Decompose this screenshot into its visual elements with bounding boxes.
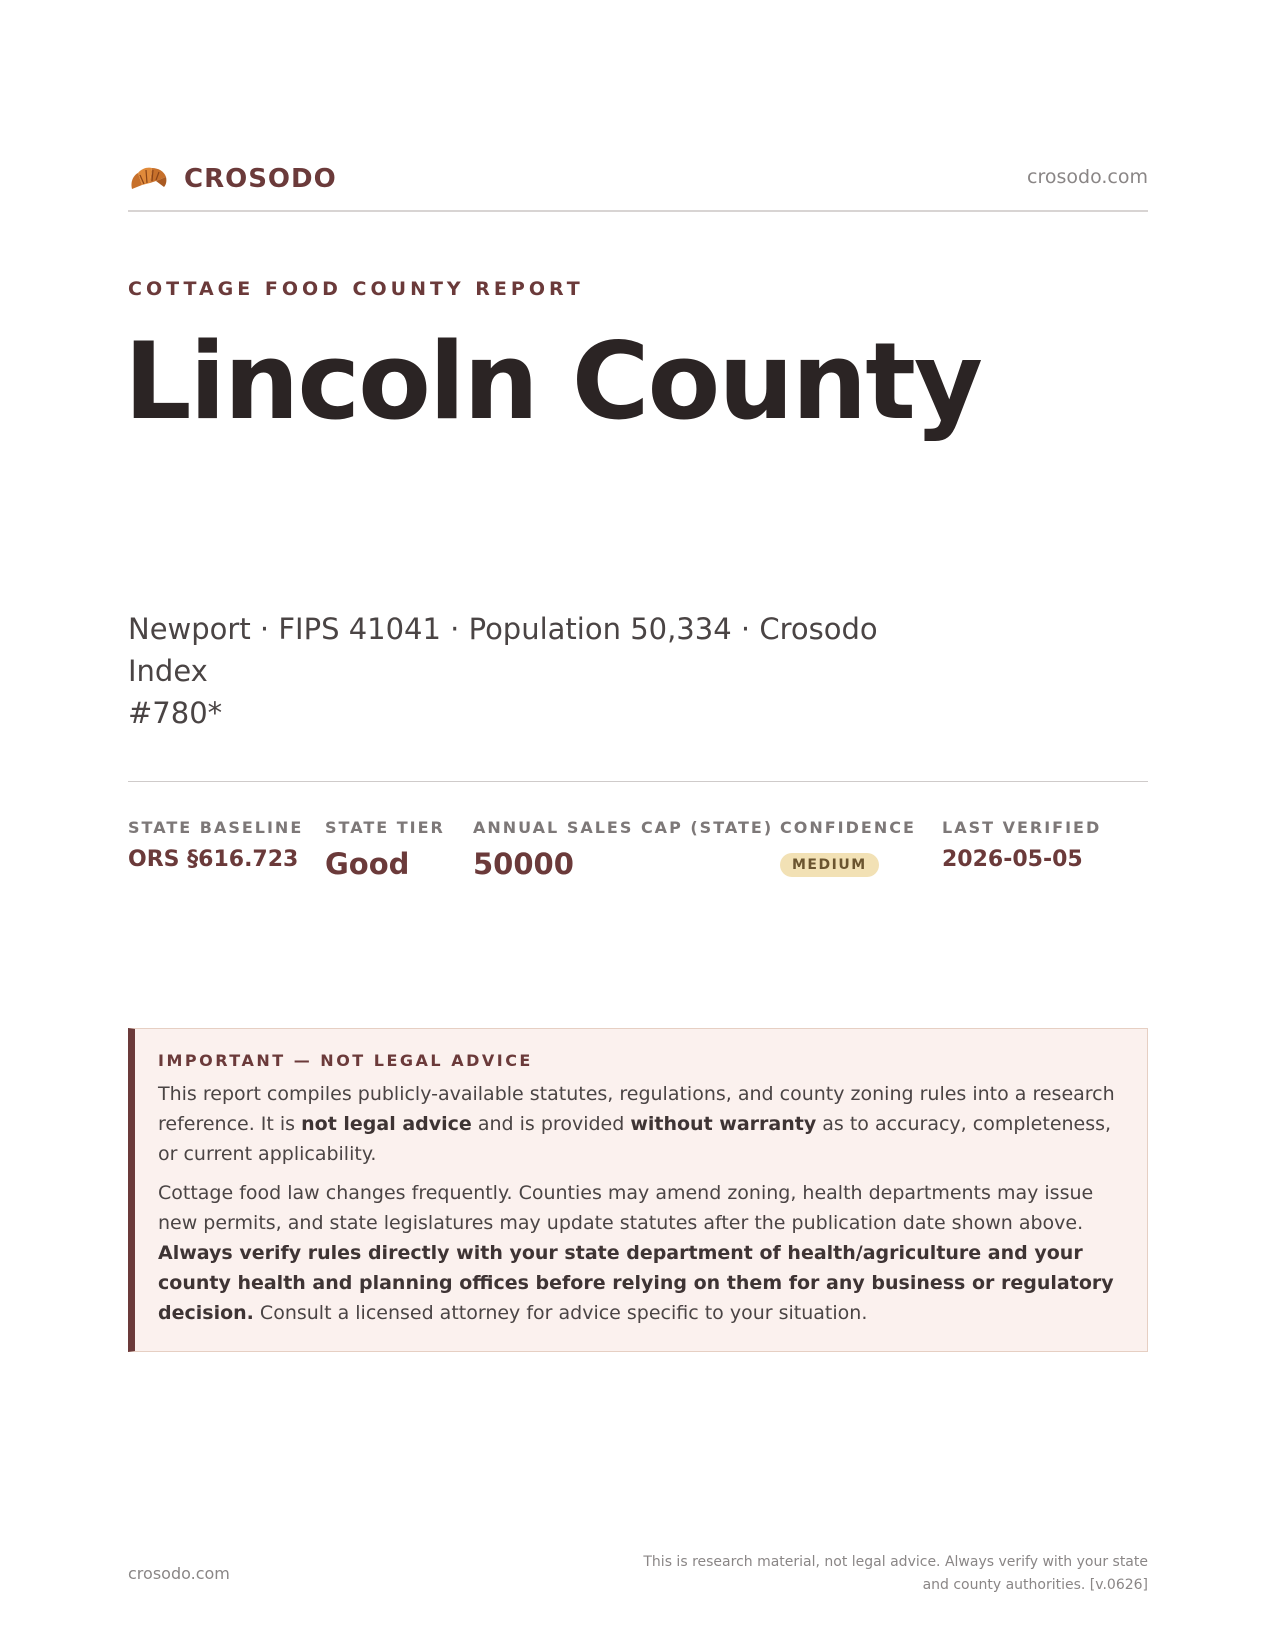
stat-value: 2026-05-05 <box>942 847 1083 872</box>
notice-text: Cottage food law changes frequently. Counties may amend zoning, health departments may issue new permits, and state legislatures may update statutes after the publication date shown above. <box>158 1182 1094 1234</box>
stat-value: ORS §616.723 <box>128 847 299 872</box>
report-page <box>124 0 1148 1650</box>
stat-value: Good <box>325 847 410 881</box>
brand[interactable] <box>128 160 337 198</box>
stat-label: CONFIDENCE <box>780 818 916 837</box>
stats-divider <box>128 781 1148 782</box>
stat-last-verified <box>942 818 1101 872</box>
page-title: Lincoln County <box>124 320 982 443</box>
stat-sales-cap <box>473 818 773 881</box>
notice-paragraph-2 <box>158 1178 1123 1328</box>
stat-label: STATE TIER <box>325 818 445 837</box>
notice-paragraph-1 <box>158 1079 1123 1169</box>
notice-emphasis: without warranty <box>630 1113 817 1135</box>
legal-notice <box>128 1028 1148 1352</box>
stat-label: STATE BASELINE <box>128 818 304 837</box>
stat-label: ANNUAL SALES CAP (STATE) <box>473 818 774 837</box>
report-eyebrow: COTTAGE FOOD COUNTY REPORT <box>128 278 584 300</box>
stat-state-baseline <box>128 818 303 872</box>
notice-text: This report compiles publicly-available statutes, regulations, and county zoning rules into a research reference. It is <box>158 1083 1115 1135</box>
subtitle-line-2: #780* <box>128 696 223 730</box>
stat-label: LAST VERIFIED <box>942 818 1102 837</box>
stat-state-tier <box>325 818 445 881</box>
footer-disclaimer-line-2: and county authorities. [v.0626] <box>922 1577 1148 1593</box>
site-url-link[interactable]: crosodo.com <box>1027 166 1148 188</box>
notice-emphasis: Always verify rules directly with your state department of health/agriculture and your county health and planning offices before relying on them for any business or regulatory decision. <box>158 1242 1114 1324</box>
header-divider <box>128 210 1148 212</box>
county-subtitle <box>128 608 948 734</box>
stat-confidence <box>780 818 916 877</box>
footer-site-link[interactable]: crosodo.com <box>128 1564 230 1583</box>
footer-disclaimer-line-1: This is research material, not legal advice. Always verify with your state <box>643 1554 1148 1570</box>
notice-emphasis: not legal advice <box>301 1113 472 1135</box>
notice-text: as to accuracy, completeness, or current applicability. <box>158 1113 1112 1165</box>
stats-row <box>128 818 1148 898</box>
subtitle-line-1: Newport · FIPS 41041 · Population 50,334 · Crosodo Index <box>128 612 878 688</box>
header <box>128 160 1148 200</box>
notice-title: IMPORTANT — NOT LEGAL ADVICE <box>158 1051 533 1070</box>
confidence-badge: MEDIUM <box>780 853 879 877</box>
notice-text: Consult a licensed attorney for advice specific to your situation. <box>253 1302 868 1324</box>
brand-name: CROSODO <box>184 164 337 194</box>
stat-value: 50000 <box>473 847 574 881</box>
croissant-icon <box>128 159 168 199</box>
footer-disclaimer <box>628 1551 1148 1597</box>
notice-text: and is provided <box>471 1113 631 1135</box>
